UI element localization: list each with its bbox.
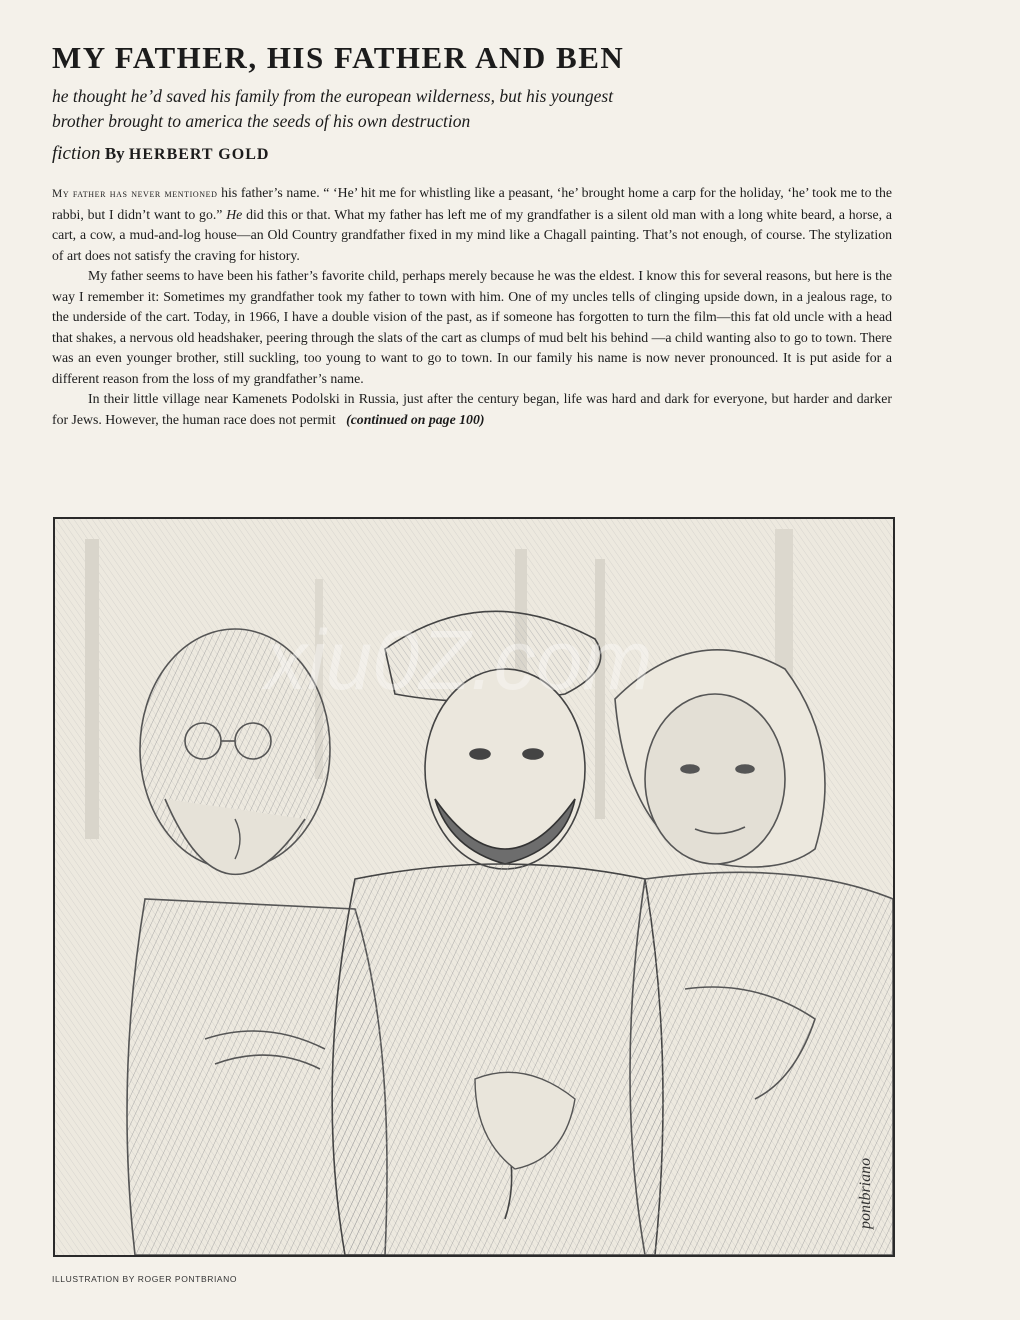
deck-line-1: he thought he’d saved his family from the european wilderness, but his youngest — [52, 86, 614, 106]
article-body — [52, 183, 892, 430]
paragraph-1-text-a: his father’s name. “ ‘He’ hit me for whistling like a peasant, ‘he’ brought home a carp for the holiday, ‘he’ took me to the rabbi, but I didn’t want to go.” — [52, 185, 892, 222]
paragraph-1-text-b: did this or that. What my father has left me of my grandfather is a silent old man with a long white beard, a horse, a cart, a cow, a mud-and-log house—an Old Country grandfather fixed in my mind like a Chagall painting. That’s not enough, of course. The stylization of art does not satisfy the craving for history. — [52, 206, 893, 263]
byline-by: By — [104, 144, 125, 163]
illustration-credit: ILLUSTRATION BY ROGER PONTBRIANO — [52, 1274, 238, 1284]
paragraph-1-lead: My father has never mentioned — [52, 188, 218, 200]
watermark-text: xiu0Z.com — [265, 613, 653, 707]
byline — [52, 143, 652, 165]
article-headline: MY FATHER, HIS FATHER AND BEN — [52, 40, 625, 75]
article-deck — [52, 84, 812, 134]
paragraph-2: My father seems to have been his father’s favorite child, perhaps merely because he was the eldest. I know this for several reasons, but here is the way I remember it: Sometimes my grandfather took my father to town with him. One of my uncles tells of clinging upside down, in a jealous rage, to the underside of the cart. Today, in 1966, I have a double vision of the past, as if someone has forgotten to turn the film—this fat old uncle with a head that shakes, a nervous old headshaker, peering through the slats of the cart as clumps of mud belt his behind —a child wanting also to go to town. There was an even younger brother, still suckling, too young to want to go to town. In our family his name is now never pronounced. It is put aside for a different reason from the loss of my grandfather’s name. — [52, 268, 892, 386]
continued-note: (continued on page 100) — [346, 411, 485, 427]
byline-author: HERBERT GOLD — [128, 146, 270, 163]
paragraph-1 — [52, 183, 892, 266]
paragraph-3 — [52, 389, 892, 430]
deck-line-2: brother brought to america the seeds of his own destruction — [52, 111, 471, 131]
illustration-frame — [53, 517, 895, 1257]
paragraph-1-emphasis: He — [226, 206, 243, 222]
paragraph-3-text: In their little village near Kamenets Podolski in Russia, just after the century began, life was hard and dark for everyone, but harder and darker for Jews. However, the human race does not permit — [52, 391, 892, 427]
three-men-drawing-icon — [55, 519, 893, 1255]
artist-signature: pontbriano — [857, 1157, 874, 1229]
byline-category: fiction — [52, 143, 101, 164]
